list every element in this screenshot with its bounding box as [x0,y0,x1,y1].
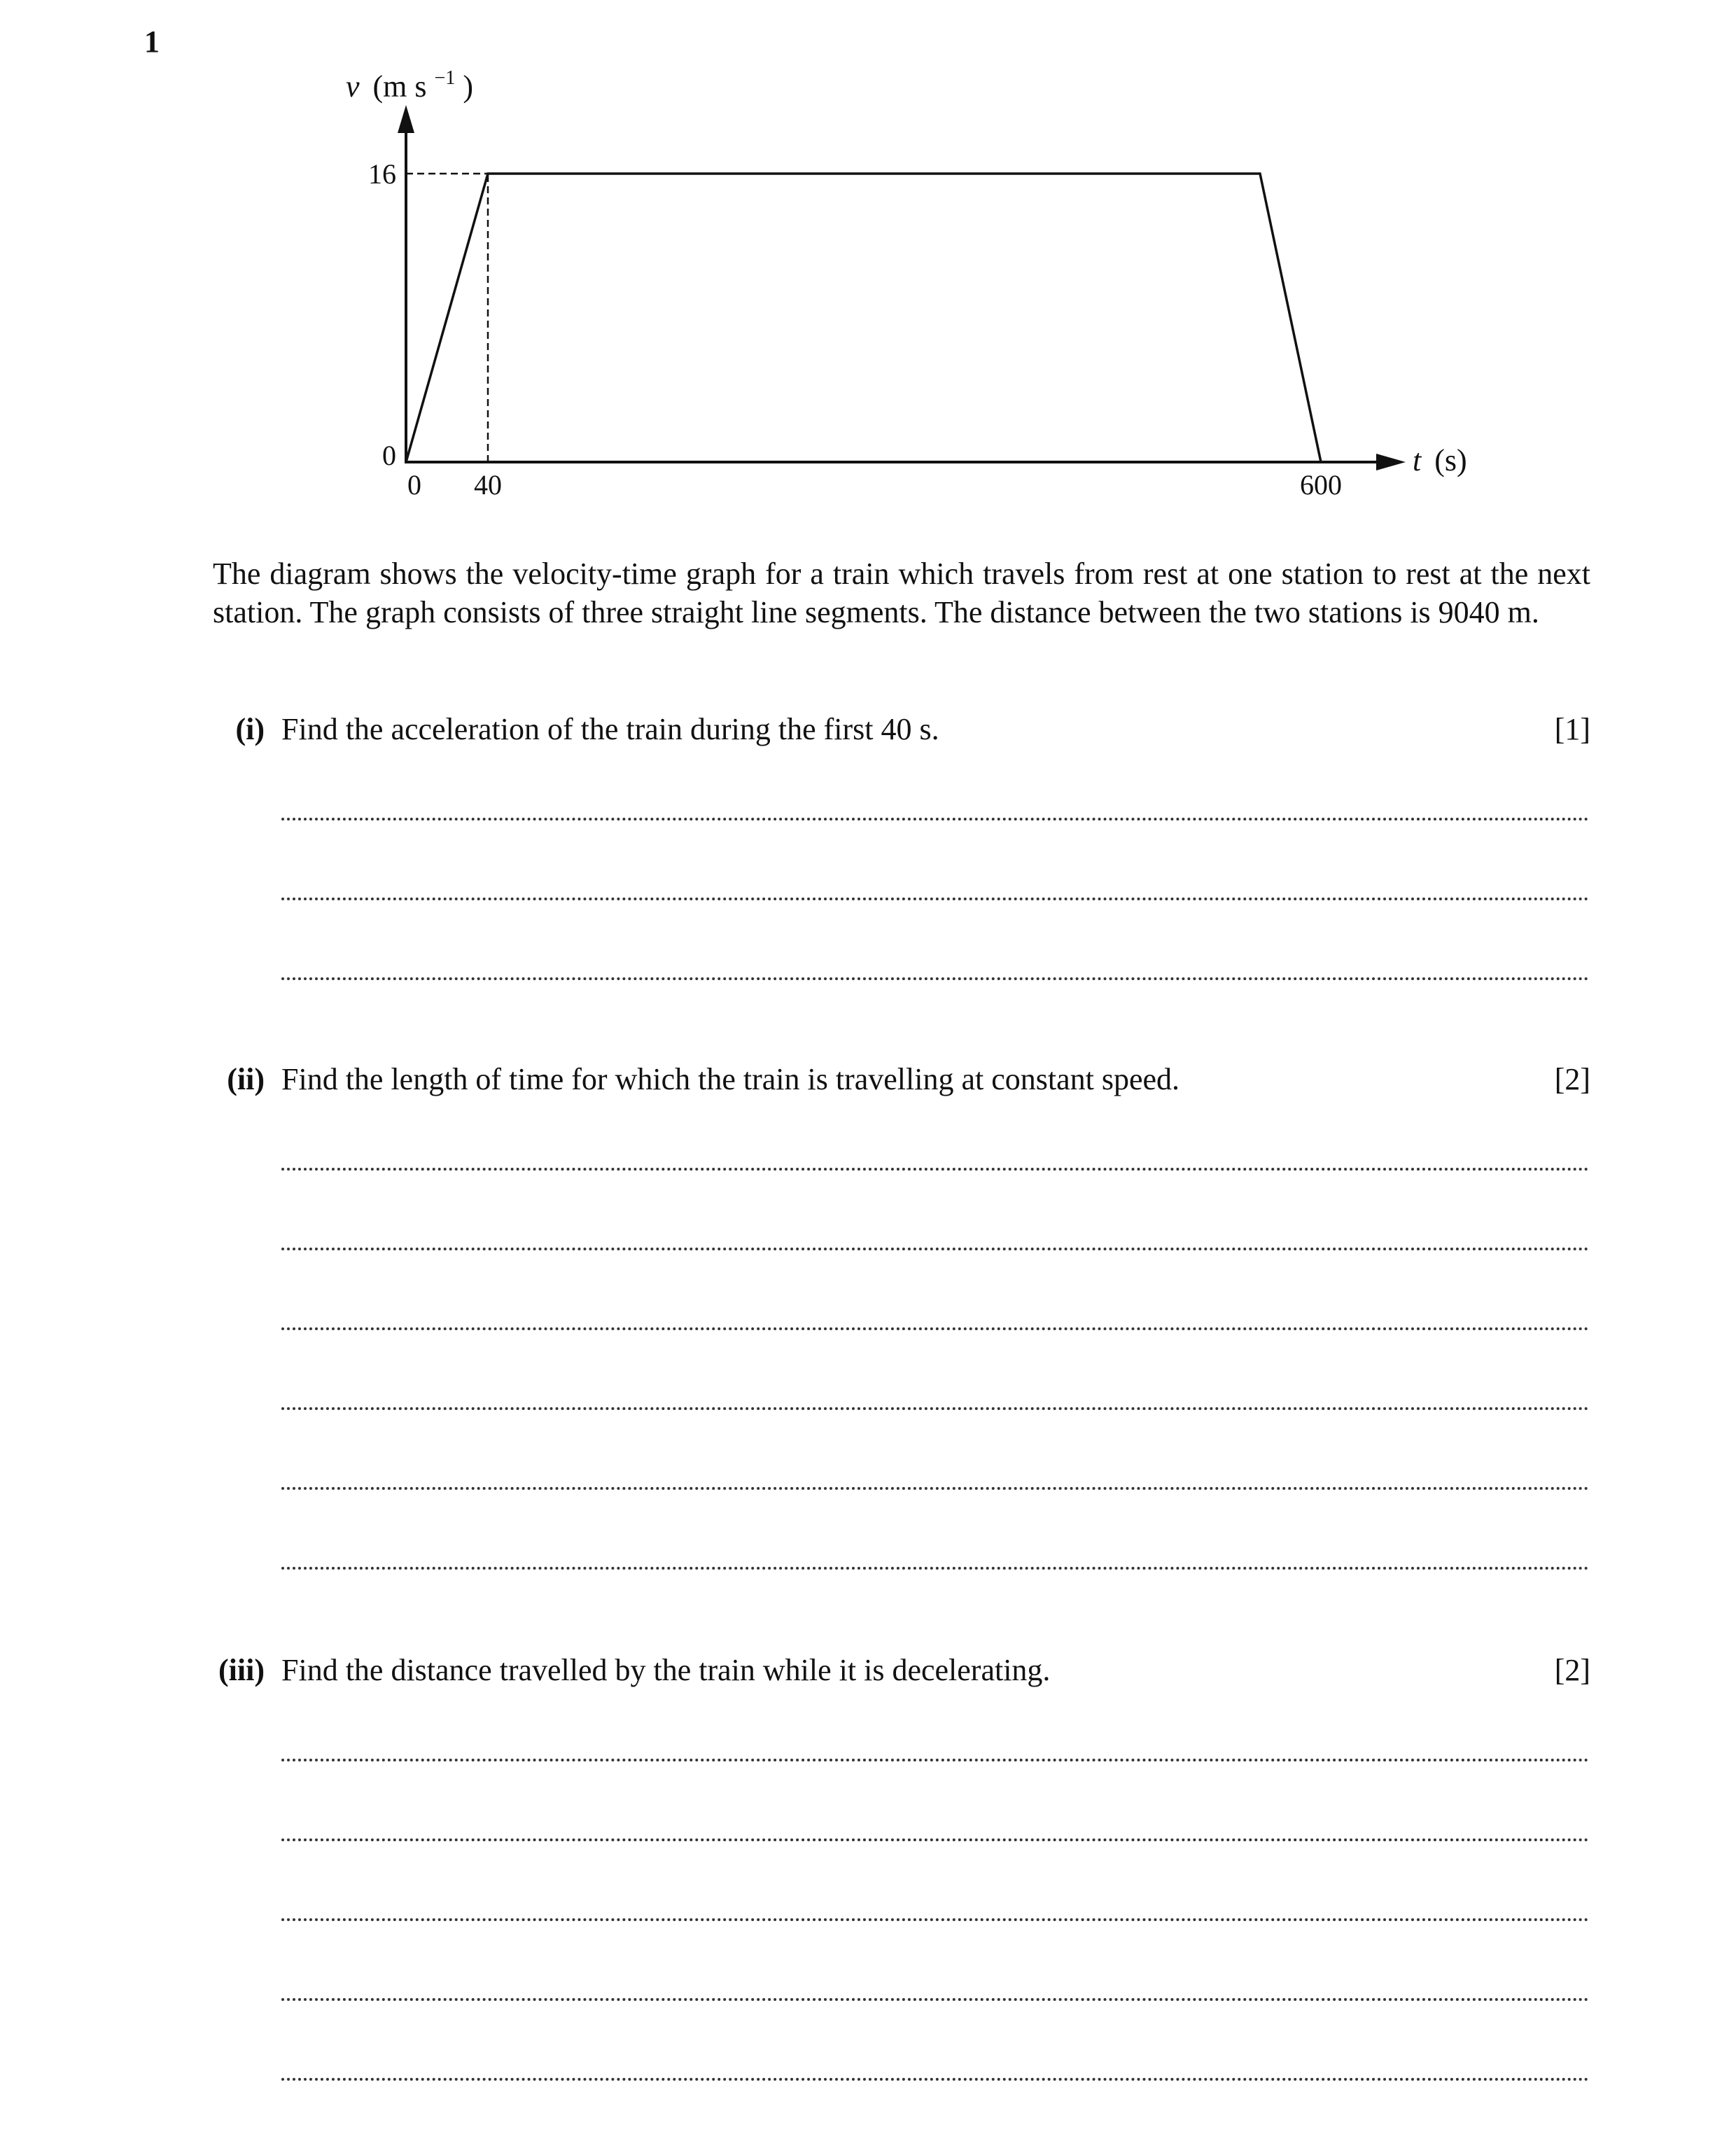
y-axis-unit-close: ) [463,69,473,104]
x-axis-unit: (s) [1434,443,1467,477]
answer-line[interactable] [281,977,1589,980]
y-axis-unit-power: −1 [434,67,456,89]
y-axis-variable: v [346,69,360,104]
x-tick-label-40: 40 [474,469,502,501]
part-question-text: Find the acceleration of the train during the first 40 s. [281,712,939,746]
velocity-time-graph [0,0,1736,532]
part-marks: [1] [1554,712,1590,746]
part-label: (ii) [227,1062,265,1096]
answer-line[interactable] [281,1759,1589,1761]
answer-line[interactable] [281,1567,1589,1570]
answer-line[interactable] [281,1998,1589,2001]
question-number: 1 [144,25,160,59]
answer-line[interactable] [281,2078,1589,2081]
part-marks: [2] [1554,1062,1590,1096]
answer-line[interactable] [281,1327,1589,1330]
answer-line[interactable] [281,1407,1589,1410]
x-tick-label-0: 0 [407,469,421,501]
part-label: (i) [235,712,265,746]
x-tick-label-600: 600 [1300,469,1342,501]
y-tick-label-0: 0 [382,440,396,471]
answer-line[interactable] [281,1838,1589,1841]
answer-line[interactable] [281,898,1589,900]
y-tick-label-16: 16 [368,158,396,190]
velocity-trace-line [406,174,1321,462]
x-axis-variable: t [1413,443,1422,477]
x-axis-arrow-icon [1376,454,1406,470]
y-axis-label [346,57,473,104]
answer-line[interactable] [281,1487,1589,1490]
question-intro: The diagram shows the velocity-time graph for a train which travels from rest at one station to rest at the next station. The graph consists of three straight line segments. The distance between the two stations is 9040 m. [213,557,1590,629]
answer-line[interactable] [281,1918,1589,1921]
x-axis-label [1413,443,1467,477]
answer-line[interactable] [281,1248,1589,1250]
y-axis-unit: (m s [372,69,427,104]
part-marks: [2] [1554,1653,1590,1687]
part-label: (iii) [218,1653,265,1687]
part-question-text: Find the distance travelled by the train while it is decelerating. [281,1653,1051,1687]
answer-line[interactable] [281,818,1589,821]
part-question-text: Find the length of time for which the train is travelling at constant speed. [281,1062,1180,1096]
y-axis-arrow-icon [398,105,414,133]
answer-line[interactable] [281,1168,1589,1171]
